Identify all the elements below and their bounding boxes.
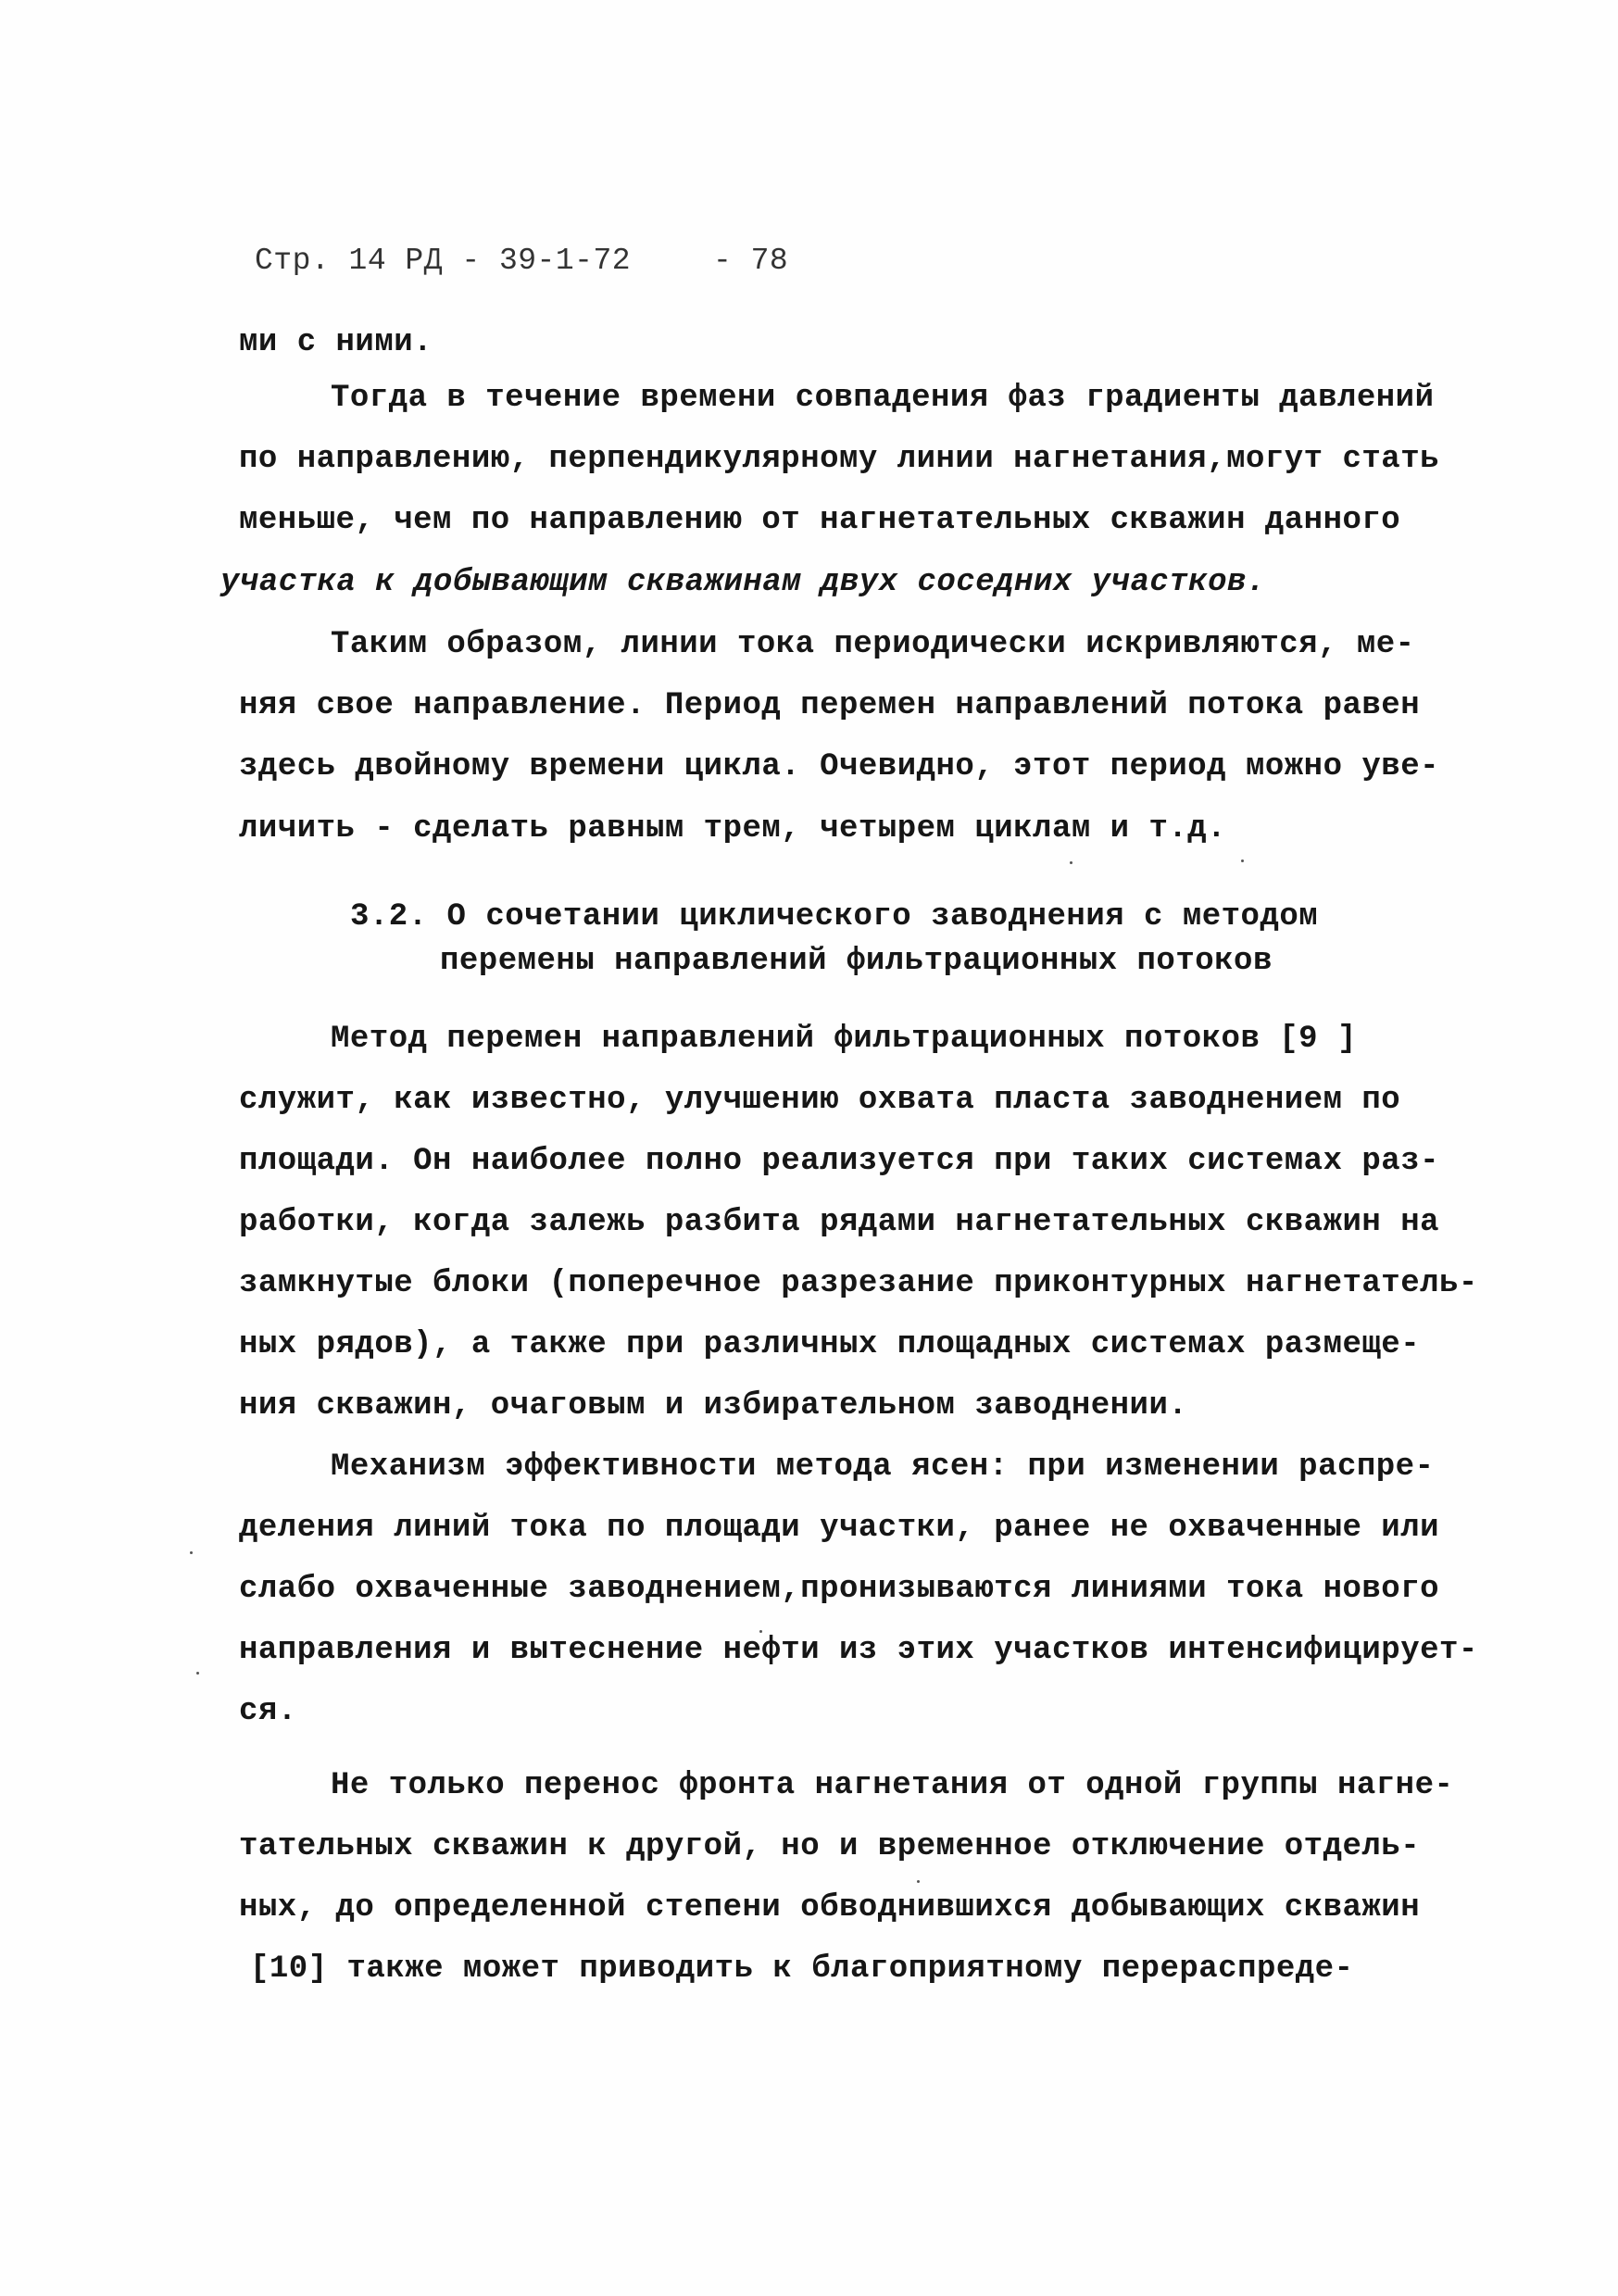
text-line: личить - сделать равным трем, четырем циклам и т.д. — [239, 811, 1227, 847]
text-line: участка к добывающим скважинам двух соседних участков. — [220, 565, 1266, 600]
scan-speck — [190, 1551, 193, 1554]
text-line: направления и вытеснение нефти из этих участков интенсифицирует- — [239, 1633, 1478, 1668]
text-line: ных рядов), а также при различных площадных системах размеще- — [239, 1327, 1421, 1362]
scan-speck — [917, 1880, 920, 1883]
scan-speck — [759, 1630, 762, 1633]
page-header-left: Стр. 14 РД - 39-1-72 — [255, 244, 632, 278]
text-line: Не только перенос фронта нагнетания от одной группы нагне- — [331, 1768, 1454, 1803]
text-line: служит, как известно, улучшению охвата пласта заводнением по — [239, 1083, 1401, 1118]
text-line: меньше, чем по направлению от нагнетательных скважин данного — [239, 503, 1401, 538]
text-line: ных, до определенной степени обводнившихся добывающих скважин — [239, 1890, 1421, 1926]
text-line: площади. Он наиболее полно реализуется при таких системах раз- — [239, 1144, 1440, 1179]
scan-speck — [1070, 861, 1072, 864]
text-line: замкнутые блоки (поперечное разрезание приконтурных нагнетатель- — [239, 1266, 1478, 1301]
text-line: Метод перемен направлений фильтрационных потоков [9 ] — [331, 1022, 1357, 1057]
text-line: деления линий тока по площади участки, ранее не охваченные или — [239, 1511, 1440, 1546]
page-header-number: - 78 — [713, 244, 789, 278]
section-heading: перемены направлений фильтрационных потоков — [440, 944, 1273, 979]
scan-speck — [1241, 859, 1244, 862]
scan-speck — [196, 1672, 199, 1675]
text-line: Таким образом, линии тока периодически искривляются, ме- — [331, 627, 1415, 662]
text-line: Тогда в течение времени совпадения фаз градиенты давлений — [331, 381, 1435, 416]
text-line: слабо охваченные заводнением,пронизываются линиями тока нового — [239, 1572, 1440, 1607]
text-line: здесь двойному времени цикла. Очевидно, этот период можно уве- — [239, 749, 1440, 784]
text-line: работки, когда залежь разбита рядами нагнетательных скважин на — [239, 1205, 1440, 1240]
text-line: ния скважин, очаговым и избирательном заводнении. — [239, 1388, 1188, 1424]
text-line: по направлению, перпендикулярному линии нагнетания,могут стать — [239, 442, 1440, 477]
text-line: [10] также может приводить к благоприятному перераспреде- — [250, 1951, 1354, 1987]
text-line: тательных скважин к другой, но и временное отключение отдель- — [239, 1829, 1421, 1864]
text-line: ся. — [239, 1694, 297, 1729]
text-line: няя свое направление. Период перемен направлений потока равен — [239, 688, 1421, 723]
section-heading: 3.2. О сочетании циклического заводнения с методом — [350, 899, 1319, 935]
text-line: Механизм эффективности метода ясен: при изменении распре- — [331, 1449, 1435, 1485]
text-line: ми с ними. — [239, 325, 433, 360]
